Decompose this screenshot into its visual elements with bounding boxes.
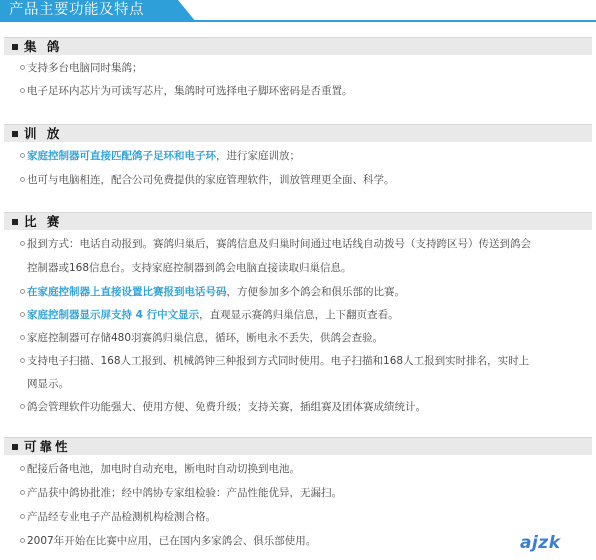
list-item: 鸽会管理软件功能强大、使用方便、免费升级；支持关赛，插组赛及团体赛成绩统计。 <box>20 400 426 414</box>
section-header-collect <box>4 37 592 55</box>
circle-bullet-icon <box>20 466 25 471</box>
watermark-logo: ajzk <box>520 533 561 553</box>
circle-bullet-icon <box>20 335 25 340</box>
list-item-continuation: 控制器或168信息台。支持家庭控制器到鸽会电脑直接读取归巢信息。 <box>27 262 352 274</box>
square-bullet-icon <box>12 131 18 137</box>
banner-title: 产品主要功能及特点 <box>9 2 144 18</box>
section-title: 可靠性 <box>24 439 71 454</box>
list-item: 支持电子扫描、168人工报到、机械鸽钟三种报到方式同时使用。电子扫描和168人工报到实时排名，实时上 <box>20 354 529 368</box>
list-item-continuation: 网显示。 <box>27 378 69 390</box>
circle-bullet-icon <box>20 88 25 93</box>
circle-bullet-icon <box>20 490 25 495</box>
circle-bullet-icon <box>20 404 25 409</box>
circle-bullet-icon <box>20 514 25 519</box>
list-item: 也可与电脑相连，配合公司免费提供的家庭管理软件，训放管理更全面、科学。 <box>20 173 395 187</box>
square-bullet-icon <box>12 44 18 50</box>
highlight-text: 家庭控制器显示屏支持 4 行中文显示 <box>27 309 200 321</box>
circle-bullet-icon <box>20 358 25 363</box>
list-item: 在家庭控制器上直接设置比赛报到电话号码，方便参加多个鸽会和俱乐部的比赛。 <box>20 285 405 299</box>
section-header-training <box>4 124 592 142</box>
section-title: 比 赛 <box>24 214 63 229</box>
circle-bullet-icon <box>20 289 25 294</box>
list-item: 家庭控制器显示屏支持 4 行中文显示，直观显示赛鸽归巢信息，上下翻页查看。 <box>20 308 399 322</box>
square-bullet-icon <box>12 444 18 450</box>
section-title: 集 鸽 <box>24 39 63 54</box>
list-item: 产品获中鸽协批准；经中鸽协专家组检验：产品性能优异，无漏扫。 <box>20 486 342 500</box>
list-item: 支持多台电脑同时集鸽； <box>20 61 143 75</box>
highlight-text: 在家庭控制器上直接设置比赛报到电话号码 <box>27 286 227 298</box>
list-item: 家庭控制器可直接匹配鸽子足环和电子环，进行家庭训放； <box>20 149 300 163</box>
highlight-text: 家庭控制器可直接匹配鸽子足环和电子环 <box>27 150 216 162</box>
list-item: 产品经专业电子产品检测机构检测合格。 <box>20 510 216 524</box>
section-header-race <box>4 212 592 230</box>
top-banner <box>0 0 596 22</box>
list-item: 电子足环内芯片为可读写芯片，集鸽时可选择电子脚环密码是否重置。 <box>20 84 353 98</box>
list-item: 报到方式：电话自动报到。赛鸽归巢后，赛鸽信息及归巢时间通过电话线自动拨号（支持跨区号）传送到鸽会 <box>20 237 531 251</box>
circle-bullet-icon <box>20 65 25 70</box>
list-item: 2007年开始在比赛中应用，已在国内多家鸽会、俱乐部使用。 <box>20 534 316 548</box>
circle-bullet-icon <box>20 538 25 543</box>
circle-bullet-icon <box>20 241 25 246</box>
list-item: 配接后备电池，加电时自动充电，断电时自动切换到电池。 <box>20 462 300 476</box>
square-bullet-icon <box>12 219 18 225</box>
circle-bullet-icon <box>20 153 25 158</box>
circle-bullet-icon <box>20 177 25 182</box>
section-header-reliability <box>4 437 592 455</box>
section-title: 训 放 <box>24 126 63 141</box>
list-item: 家庭控制器可存储480羽赛鸽归巢信息，循环，断电永不丢失，供鸽会查验。 <box>20 331 383 345</box>
circle-bullet-icon <box>20 312 25 317</box>
